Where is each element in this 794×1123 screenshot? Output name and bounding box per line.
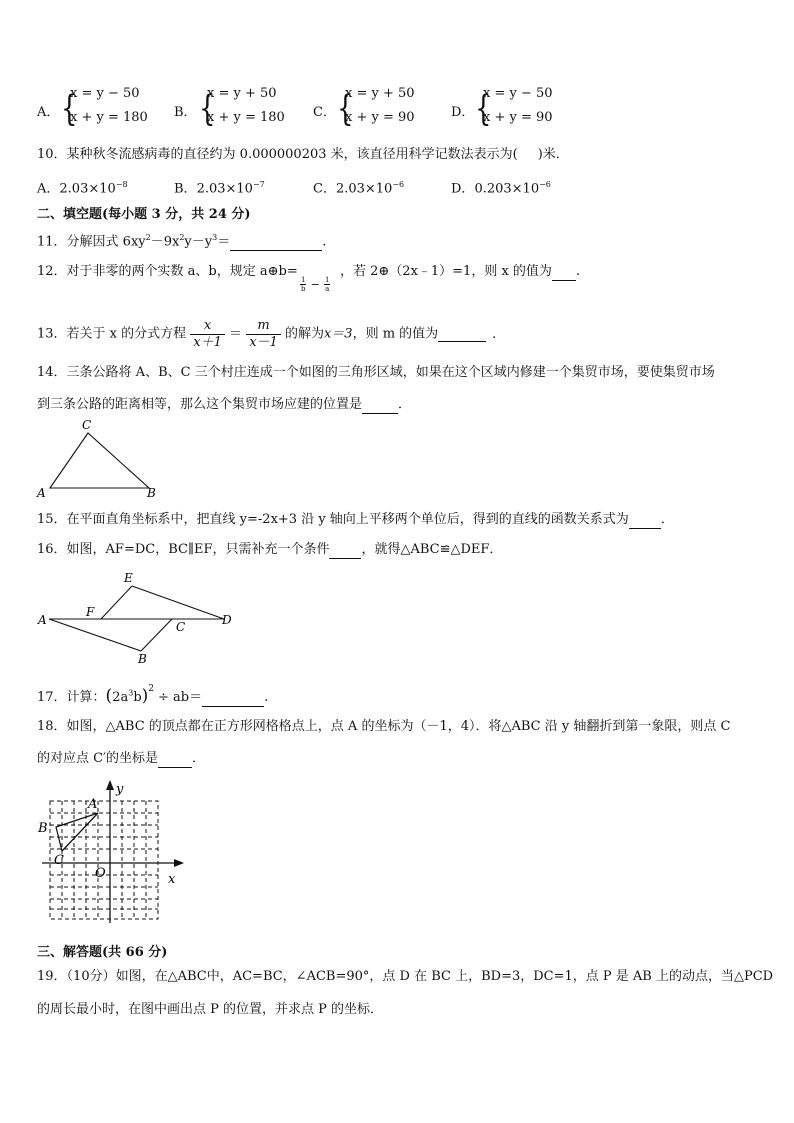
point-label-d: D	[222, 613, 232, 627]
brace-icon: {	[61, 88, 78, 130]
segment-bc	[141, 619, 172, 651]
q10-option-d: D．$0.203\times 10^{-6}$	[451, 180, 551, 197]
question-13: 13．若关于 x 的分式方程 $\frac{x}{x+1}$ ＝ $\frac{m}{x-1}$ 的解为x＝3，则 m 的值为 .	[37, 318, 497, 350]
point-label-b: B	[138, 652, 147, 666]
brace-icon: {	[199, 88, 216, 130]
x-axis-arrow-icon	[174, 859, 184, 867]
vertex-label-b: B	[147, 486, 156, 500]
question-19-line-1: 19．（10分）如图，在△ABC中，AC=BC，∠ACB=90°，点 D 在 BC 上，BD=3，DC=1，点 P 是 AB 上的动点，当△PCD	[37, 969, 774, 984]
axis-label-y: y	[116, 782, 124, 797]
dashed-grid	[50, 801, 158, 919]
grid-label-a: A	[88, 797, 98, 812]
answer-blank[interactable]	[202, 692, 264, 707]
brace-icon: {	[337, 88, 354, 130]
q10-option-a: A．$2.03\times 10^{-8}$	[37, 180, 128, 197]
answer-blank[interactable]	[362, 399, 398, 414]
question-19-line-2: 的周长最小时，在图中画出点 P 的位置，并求点 P 的坐标．	[37, 1002, 384, 1017]
question-12-condition: ，若 2⊕（2x﹣1）=1，则 x 的值为 .	[340, 264, 581, 279]
question-14-line-2: 到三条公路的距离相等，那么这个集贸市场应建的位置是 ．	[37, 397, 412, 412]
point-label-a: A	[38, 613, 47, 627]
fraction-m-over-x-minus-1: $\frac{m}{x-1}$	[246, 318, 281, 351]
question-17: 17．计算：$(2a^3b)^2\div ab=$ .	[37, 684, 269, 706]
q10-option-c: C．$2.03\times 10^{-6}$	[313, 180, 405, 197]
answer-blank[interactable]	[552, 266, 576, 281]
question-18-line-1: 18．如图，△ABC 的顶点都在正方形网格格点上，点 A 的坐标为（－1，4）．将△ABC 沿 y 轴翻折到第一象限，则点 C	[37, 719, 731, 734]
q10-option-b: B．$2.03\times 10^{-7}$	[174, 180, 265, 197]
triangle-abc	[50, 433, 149, 488]
axis-label-x: x	[168, 872, 176, 887]
question-15: 15．在平面直角坐标系中，把直线 y=-2x+3 沿 y 轴向上平移两个单位后，得到的直线的函数关系式为 ．	[37, 512, 674, 527]
point-label-e: E	[124, 571, 133, 585]
segment-de	[132, 586, 224, 619]
segment-ab	[49, 619, 141, 651]
brace-icon: {	[475, 88, 492, 130]
question-18-line-2: 的对应点 C′的坐标是 ．	[37, 751, 206, 766]
answer-blank[interactable]	[230, 236, 322, 251]
grid-label-c: C	[54, 853, 64, 868]
grid-label-b: B	[38, 821, 48, 836]
point-label-c: C	[176, 620, 186, 634]
segment-ef	[101, 586, 132, 619]
q12-fraction-expression: $\frac{1}{b}$ − $\frac{1}{a}$	[301, 276, 330, 293]
question-11: 11．分解因式 $6xy^2-9x^2y-y^3=$ .	[37, 233, 327, 250]
coordinate-grid-figure	[34, 778, 194, 928]
answer-blank[interactable]	[329, 544, 361, 559]
section-heading-fill-in: 二、填空题(每小题 3 分，共 24 分)	[37, 207, 251, 222]
question-16: 16．如图，AF=DC，BC∥EF，只需补充一个条件 ，就得△ABC≌△DEF．	[37, 542, 503, 557]
section-heading-solve: 三、解答题(共 66 分)	[37, 945, 168, 960]
origin-label-o: O	[95, 866, 106, 881]
y-axis-arrow-icon	[106, 780, 114, 790]
point-label-f: F	[86, 605, 95, 619]
exam-page: A． { x = y − 50 x + y = 180 B． { x = y + 50 x + y = 180 C． { x = y + 50 x + y = 90 D． { x = y − 50 x + y = 90 10．某种秋冬流感病毒的直径约为 0.000000203 米，该直径用科学记数法表示为( )米． A．$2.03\times 10^{-8}$ B．$2.03\times 10^{-7}$ C．$2.03\times 10^{-6}$ D．$0.203\times 10^{-6}$ 二、填空题(每小题 3 分，共 24 分) 11．分解因式 $6xy^2-9x^2y-y^3=$ . 12．对于非零的两个实数 a、b，规定 a⊕b= $\frac{1}{b}$ − $\frac{1}{a}$ ，若 2⊕（2x﹣1）=1，则 x 的值为 . 13．若关于 x 的分式方程 $\frac{x}{x+1}$ ＝ $\frac{m}{x-1}$ 的解为x＝3，则 m 的值为 . 14．三条公路将 A、B、C 三个村庄连成一个如图的三角形区域，如果在这个区域内修建一个集贸市场，要使集贸市场 到三条公路的距离相等，那么这个集贸市场应建的位置是 ． C A B 15．在平面直角坐标系中，把直线 y=-2x+3 沿 y 轴向上平移两个单位后，得到的直线的函数关系式为 ． 16．如图，AF=DC，BC∥EF，只需补充一个条件 ，就得△ABC≌△DEF． A F E C B D 17．计算：$(2a^3b)^2\div ab=$ . 18．如图，△ABC 的顶点都在正方形网格格点上，点 A 的坐标为（－1，4）．将△ABC 沿 y 轴翻折到第一象限，则点 C 的对应点 C′的坐标是 ． A B C O x y 三、解答题(共 66 分) 19．（10分）如图，在△ABC中，AC=BC，∠ACB=90°，点 D 在 BC 上，BD=3，DC=1，点 P 是 AB 上的动点，当△PCD 的周长最小时，在图中画出点 P 的位置，并求点 P 的坐标．	[0, 0, 794, 1123]
triangles-abc-def-figure	[34, 568, 244, 668]
question-14-line-1: 14．三条公路将 A、B、C 三个村庄连成一个如图的三角形区域，如果在这个区域内修建一个集贸市场，要使集贸市场	[37, 365, 715, 380]
answer-blank[interactable]	[629, 514, 661, 529]
vertex-label-c: C	[82, 418, 92, 432]
question-12: 12．对于非零的两个实数 a、b，规定 a⊕b=	[37, 264, 298, 279]
vertex-label-a: A	[37, 486, 46, 500]
answer-blank[interactable]	[438, 327, 486, 342]
question-10-stem: 10．某种秋冬流感病毒的直径约为 0.000000203 米，该直径用科学记数法表示为( )米．	[37, 147, 569, 162]
triangle-abc-figure	[34, 416, 164, 502]
fraction-x-over-x-plus-1: $\frac{x}{x+1}$	[190, 318, 225, 351]
answer-blank[interactable]	[158, 753, 192, 768]
